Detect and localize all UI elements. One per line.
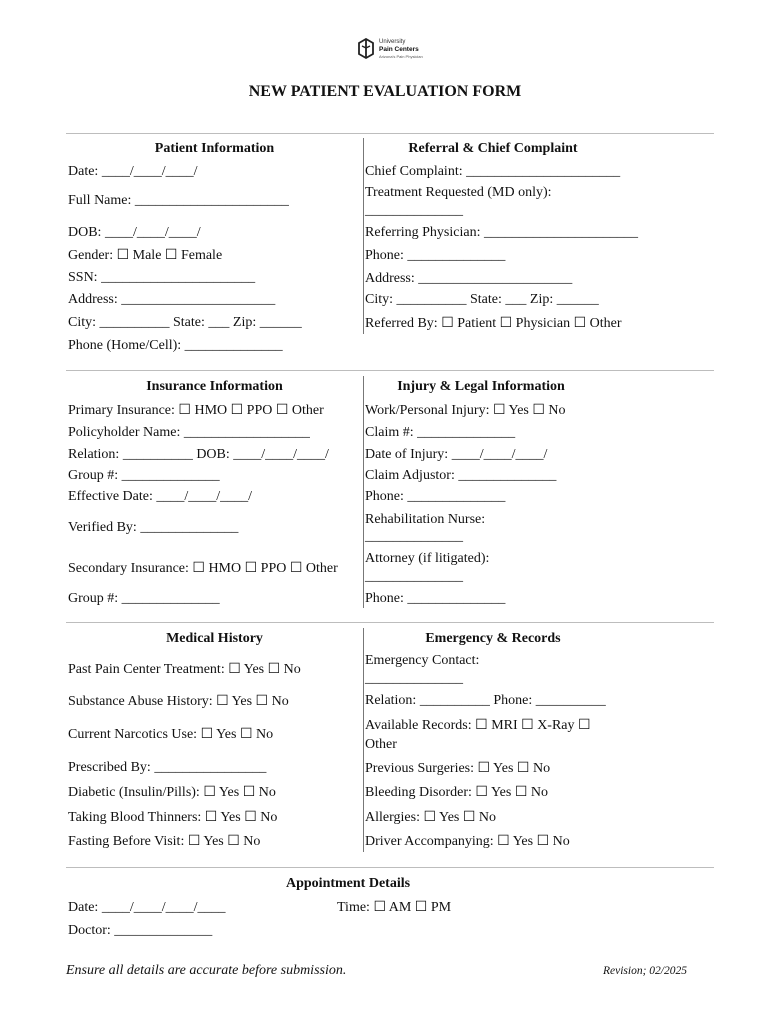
emergency-heading: Emergency & Records <box>425 631 561 646</box>
logo-mark-icon <box>358 38 374 60</box>
referred-by-field[interactable]: Referred By: ☐ Patient ☐ Physician ☐ Other <box>365 316 622 331</box>
patient-date-field[interactable]: Date: ____/____/____/ <box>68 164 198 179</box>
rehab-nurse-field[interactable]: ______________ <box>365 529 463 544</box>
insurance-group-field[interactable]: Group #: ______________ <box>68 468 220 483</box>
emergency-contact-field[interactable]: ______________ <box>365 671 463 686</box>
attorney-label: Attorney (if litigated): <box>365 551 490 566</box>
patient-gender-field[interactable]: Gender: ☐ Male ☐ Female <box>68 248 223 263</box>
footer-revision: Revision; 02/2025 <box>603 965 687 977</box>
emergency-contact-label: Emergency Contact: <box>365 653 480 668</box>
chief-complaint-field[interactable]: Chief Complaint: ______________________ <box>365 164 621 179</box>
previous-surgeries-field[interactable]: Previous Surgeries: ☐ Yes ☐ No <box>365 761 551 776</box>
date-of-injury-field[interactable]: Date of Injury: ____/____/____/ <box>365 447 548 462</box>
appointment-time-field[interactable]: Time: ☐ AM ☐ PM <box>337 900 452 915</box>
prescribed-by-field[interactable]: Prescribed By: ________________ <box>68 760 267 775</box>
appointment-doctor-field[interactable]: Doctor: ______________ <box>68 923 213 938</box>
allergies-field[interactable]: Allergies: ☐ Yes ☐ No <box>365 810 497 825</box>
work-injury-field[interactable]: Work/Personal Injury: ☐ Yes ☐ No <box>365 403 566 418</box>
claim-adjustor-field[interactable]: Claim Adjustor: ______________ <box>365 468 557 483</box>
divider-1 <box>66 133 714 134</box>
patient-address-field[interactable]: Address: ______________________ <box>68 292 276 307</box>
bleeding-disorder-field[interactable]: Bleeding Disorder: ☐ Yes ☐ No <box>365 785 548 800</box>
logo <box>358 38 428 64</box>
patient-ssn-field[interactable]: SSN: ______________________ <box>68 270 256 285</box>
substance-abuse-field[interactable]: Substance Abuse History: ☐ Yes ☐ No <box>68 694 289 709</box>
appointment-date-field[interactable]: Date: ____/____/____/____ <box>68 900 226 915</box>
footer-note: Ensure all details are accurate before submission. <box>66 963 347 978</box>
emergency-relation-field[interactable]: Relation: __________ Phone: __________ <box>365 693 606 708</box>
secondary-insurance-field[interactable]: Secondary Insurance: ☐ HMO ☐ PPO ☐ Other <box>68 561 338 576</box>
divider-4 <box>66 867 714 868</box>
referral-phone-field[interactable]: Phone: ______________ <box>365 248 506 263</box>
claim-field[interactable]: Claim #: ______________ <box>365 425 516 440</box>
referral-address-field[interactable]: Address: ______________________ <box>365 271 573 286</box>
policyholder-field[interactable]: Policyholder Name: __________________ <box>68 425 310 440</box>
driver-field[interactable]: Driver Accompanying: ☐ Yes ☐ No <box>365 834 570 849</box>
divider-3 <box>66 622 714 623</box>
patient-phone-field[interactable]: Phone (Home/Cell): ______________ <box>68 338 283 353</box>
insurance-group2-field[interactable]: Group #: ______________ <box>68 591 220 606</box>
diabetic-field[interactable]: Diabetic (Insulin/Pills): ☐ Yes ☐ No <box>68 785 276 800</box>
attorney-field[interactable]: ______________ <box>365 569 463 584</box>
past-pain-field[interactable]: Past Pain Center Treatment: ☐ Yes ☐ No <box>68 662 301 677</box>
column-divider-1 <box>363 138 364 334</box>
injury-phone-field[interactable]: Phone: ______________ <box>365 489 506 504</box>
insurance-heading: Insurance Information <box>146 379 283 394</box>
narcotics-field[interactable]: Current Narcotics Use: ☐ Yes ☐ No <box>68 727 274 742</box>
injury-phone2-field[interactable]: Phone: ______________ <box>365 591 506 606</box>
patient-full-name-field[interactable]: Full Name: ______________________ <box>68 193 289 208</box>
referring-physician-field[interactable]: Referring Physician: ______________________ <box>365 225 638 240</box>
blood-thinners-field[interactable]: Taking Blood Thinners: ☐ Yes ☐ No <box>68 810 278 825</box>
logo-line-3: Arizona's Pain Physician <box>379 54 423 59</box>
referral-heading: Referral & Chief Complaint <box>408 141 578 156</box>
treatment-requested-label: Treatment Requested (MD only): <box>365 185 552 200</box>
effective-date-field[interactable]: Effective Date: ____/____/____/ <box>68 489 253 504</box>
treatment-requested-field[interactable]: ______________ <box>365 203 463 218</box>
rehab-nurse-label: Rehabilitation Nurse: <box>365 512 486 527</box>
medical-heading: Medical History <box>166 631 263 646</box>
available-records-other[interactable]: Other <box>365 737 397 752</box>
page-title: NEW PATIENT EVALUATION FORM <box>248 83 522 100</box>
referral-city-field[interactable]: City: __________ State: ___ Zip: ______ <box>365 292 599 307</box>
available-records-field[interactable]: Available Records: ☐ MRI ☐ X-Ray ☐ <box>365 718 591 733</box>
divider-2 <box>66 370 714 371</box>
column-divider-2 <box>363 376 364 608</box>
appointment-heading: Appointment Details <box>286 876 411 891</box>
primary-insurance-field[interactable]: Primary Insurance: ☐ HMO ☐ PPO ☐ Other <box>68 403 324 418</box>
verified-by-field[interactable]: Verified By: ______________ <box>68 520 239 535</box>
logo-line-2: Pain Centers <box>379 46 419 53</box>
column-divider-3 <box>363 628 364 852</box>
fasting-field[interactable]: Fasting Before Visit: ☐ Yes ☐ No <box>68 834 261 849</box>
insurance-relation-field[interactable]: Relation: __________ DOB: ____/____/____/ <box>68 447 329 462</box>
logo-line-1: University <box>379 39 406 45</box>
patient-dob-field[interactable]: DOB: ____/____/____/ <box>68 225 201 240</box>
injury-heading: Injury & Legal Information <box>397 379 565 394</box>
patient-info-heading: Patient Information <box>154 141 275 156</box>
patient-city-field[interactable]: City: __________ State: ___ Zip: ______ <box>68 315 302 330</box>
